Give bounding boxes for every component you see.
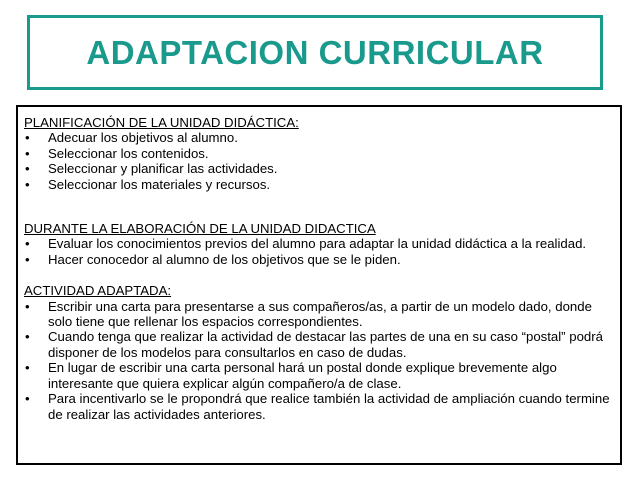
list-item	[24, 130, 612, 145]
list-item	[24, 329, 612, 360]
title-banner	[27, 15, 603, 90]
bullet-list	[24, 299, 612, 422]
bullet-icon: •	[25, 360, 30, 376]
bullet-icon: •	[25, 329, 30, 345]
list-item	[24, 236, 612, 251]
content-panel	[16, 105, 622, 465]
bullet-icon: •	[25, 145, 30, 161]
list-item-text: En lugar de escribir una carta personal hará un postal donde explique brevemente algo interesante que quiera explicar algún compañero/a de clase.	[48, 360, 557, 391]
list-item-text: Para incentivarlo se le propondrá que realice también la actividad de ampliación cuando termine de realizar las actividades anteriores.	[48, 391, 610, 422]
bullet-list	[24, 236, 612, 267]
bullet-list	[24, 130, 612, 192]
list-item	[24, 146, 612, 161]
list-item	[24, 252, 612, 267]
list-item-text: Adecuar los objetivos al alumno.	[48, 130, 238, 146]
list-item	[24, 360, 612, 391]
section-heading: ACTIVIDAD ADAPTADA:	[24, 283, 172, 299]
section-planificacion	[24, 115, 612, 205]
bullet-icon: •	[25, 251, 30, 267]
bullet-icon: •	[25, 391, 30, 407]
list-item-text: Escribir una carta para presentarse a sus compañeros/as, a partir de un modelo dado, donde solo tiene que rellenar los espacios correspondientes.	[48, 298, 592, 330]
bullet-icon: •	[25, 130, 30, 146]
bullet-icon: •	[25, 161, 30, 177]
list-item	[24, 391, 612, 422]
list-item	[24, 177, 612, 192]
list-item-text: Evaluar los conocimientos previos del alumno para adaptar la unidad didáctica a la realidad.	[48, 236, 587, 252]
bullet-icon: •	[25, 236, 30, 252]
page-title: ADAPTACION CURRICULAR	[86, 33, 544, 71]
list-item-text: Cuando tenga que realizar la actividad de destacar las partes de una en su caso “postal” podrá disponer de los modelos para consultarlos en caso de dudas.	[48, 329, 603, 360]
section-durante	[24, 221, 612, 267]
section-heading: DURANTE LA ELABORACIÓN DE LA UNIDAD DIDACTICA	[24, 221, 376, 237]
section-actividad	[24, 283, 612, 422]
list-item-text: Hacer conocedor al alumno de los objetivos que se le piden.	[48, 251, 401, 267]
bullet-icon: •	[25, 176, 30, 192]
list-item	[24, 299, 612, 330]
bullet-icon: •	[25, 298, 30, 314]
section-heading: PLANIFICACIÓN DE LA UNIDAD DIDÁCTICA:	[24, 115, 299, 130]
list-item-text: Seleccionar y planificar las actividades.	[48, 161, 278, 177]
list-item-text: Seleccionar los contenidos.	[48, 145, 209, 161]
list-item-text: Seleccionar los materiales y recursos.	[48, 176, 271, 192]
list-item	[24, 161, 612, 176]
